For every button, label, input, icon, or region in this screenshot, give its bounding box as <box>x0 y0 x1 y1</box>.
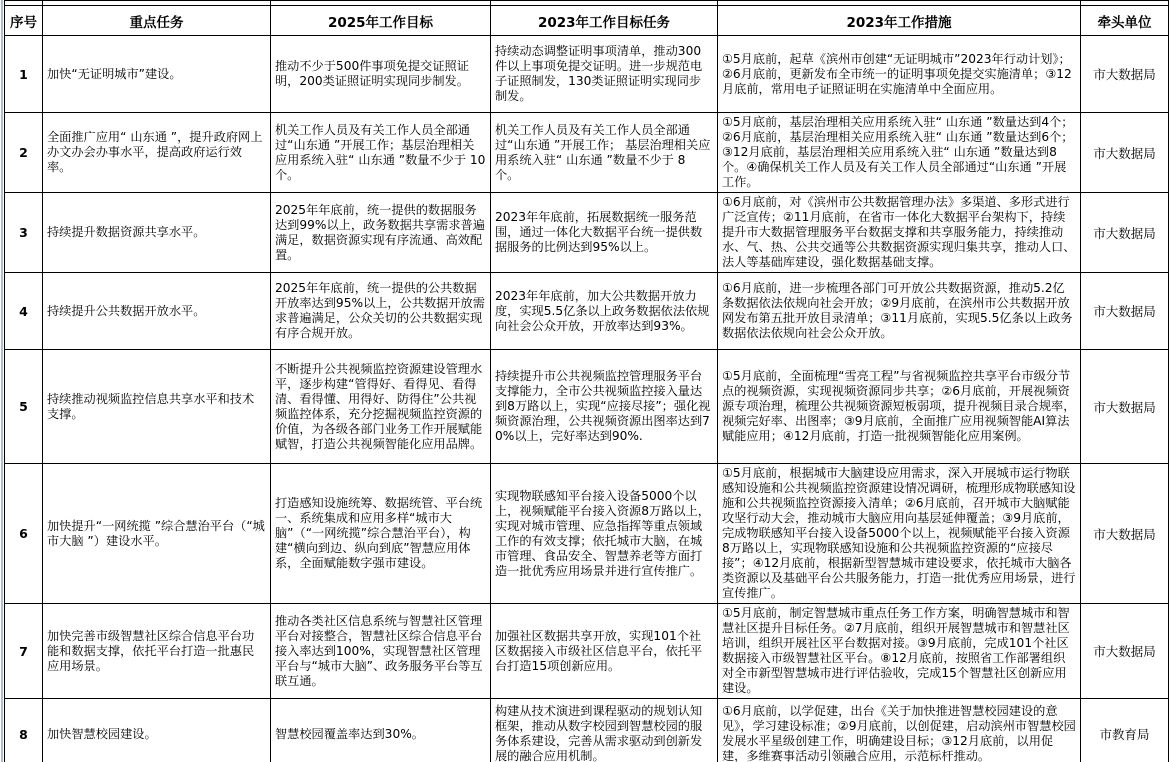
cell-target2023: 构建从技术演进到课程驱动的规划认知框架，推动从数字校园到智慧校园的服务体系建设，完善从需求驱动到创新发展的融合应用机制。 <box>491 699 718 762</box>
cell-target2023: 实现物联感知平台接入设备5000个以上，视频赋能平台接入资源8万路以上，实现对城市管理、应急指挥等重点领域工作的有效支撑；依托城市大脑，在城市管理、食品安全、智慧养老等方面打造一批优秀应用场景并进行宣传推广。 <box>491 464 718 604</box>
cell-no: 5 <box>5 350 43 464</box>
cell-measures2023: ①5月底前，起草《滨州市创建“无证明城市”2023年行动计划》；②6月底前，更新发布全市统一的证明事项免提交实施清单；③12月底前，常用电子证照证明在实施清单中全面应用。 <box>718 36 1081 113</box>
cell-task: 加快提升“一网统揽 ”综合慧治平台（“城市大脑 ”）建设水平。 <box>43 464 271 604</box>
cell-lead: 市大数据局 <box>1081 113 1169 193</box>
cell-target2023: 加强社区数据共享开放，实现101个社区数据接入市级社区信息平台，依托平台打造15项创新应用。 <box>491 604 718 699</box>
cell-task: 持续推动视频监控信息共享水平和技术支撑。 <box>43 350 271 464</box>
cell-goal2025: 打造感知设施统筹、数据统管、平台统一、系统集成和应用多样“城市大脑”（“一网统揽”综合慧治平台），构建“横向到边、纵向到底”智慧应用体系，全面赋能数字强市建设。 <box>271 464 491 604</box>
cell-no: 1 <box>5 36 43 113</box>
cell-task: 加快“无证明城市”建设。 <box>43 36 271 113</box>
header-cell-lead: 牵头单位 <box>1081 6 1169 36</box>
cell-goal2025: 不断提升公共视频监控资源建设管理水平，逐步构建“管得好、看得见、看得清、看得懂、用得好、防得住”公共视频监控体系，充分挖掘视频监控资源的价值，为各级各部门业务工作开展赋能赋智，打造公共视频智能化应用品牌。 <box>271 350 491 464</box>
header-cell-no: 序号 <box>5 6 43 36</box>
cell-lead: 市大数据局 <box>1081 36 1169 113</box>
table-row <box>5 604 1169 699</box>
cell-measures2023: ①6月底前，进一步梳理各部门可开放公共数据资源，推动5.2亿条数据依法依规向社会开放；②9月底前，在滨州市公共数据开放网发布第五批开放目录清单；③11月底前，实现5.5亿条以上政务数据依法依规向社会公众开放。 <box>718 273 1081 350</box>
table-row <box>5 699 1169 762</box>
cell-goal2025: 智慧校园覆盖率达到30%。 <box>271 699 491 762</box>
cell-measures2023: ①5月底前，全面梳理“雪亮工程”与省视频监控共享平台市级分节点的视频资源，实现视频资源同步共享；②6月底前，开展视频资源专项治理，梳理公共视频资源短板弱项，提升视频目录合规率，视频完好率、出图率；③9月底前，全面推广应用视频智能AI算法赋能应用；④12月底前，打造一批视频智能化应用案例。 <box>718 350 1081 464</box>
page-left-edge <box>1 0 3 762</box>
table-header-row <box>5 6 1169 36</box>
cell-goal2025: 推动各类社区信息系统与智慧社区管理平台对接整合，智慧社区综合信息平台接入率达到100%，实现智慧社区管理平台与“城市大脑”、政务服务平台等互联互通。 <box>271 604 491 699</box>
header-cell-measures2023: 2023年工作措施 <box>718 6 1081 36</box>
cell-goal2025: 推动不少于500件事项免提交证照证明，200类证照证明实现同步制发。 <box>271 36 491 113</box>
table-row <box>5 193 1169 273</box>
cell-goal2025: 机关工作人员及有关工作人员全部通过“山东通 ”开展工作；基层治理相关应用系统入驻“ 山东通 ”数量不少于 10 个。 <box>271 113 491 193</box>
cell-target2023: 持续提升市公共视频监控管理服务平台支撑能力，全市公共视频监控接入量达到8万路以上，实现“应接尽接”；强化视频资源治理，公共视频资源出图率达到70%以上，完好率达到90%. <box>491 350 718 464</box>
header-cell-goal2025: 2025年工作目标 <box>271 6 491 36</box>
cell-no: 4 <box>5 273 43 350</box>
table-row <box>5 113 1169 193</box>
table-row <box>5 350 1169 464</box>
cell-measures2023: ①5月底前，基层治理相关应用系统入驻“ 山东通 ”数量达到4个；②6月底前，基层治理相关应用系统入驻“ 山东通 ”数量达到6个；③12月底前，基层治理相关应用系统入驻“ 山东通 ”数量达到8个。④确保机关工作人员及有关工作人员全部通过“山东通 ”开展工作。 <box>718 113 1081 193</box>
cell-lead: 市教育局 <box>1081 699 1169 762</box>
cell-goal2025: 2025年年底前，统一提供的数据服务达到99%以上，政务数据共享需求普遍满足，数据资源实现有序流通、高效配置。 <box>271 193 491 273</box>
cell-goal2025: 2025年年底前，统一提供的公共数据开放率达到95%以上，公共数据开放需求普遍满足，公众关切的公共数据实现有序合规开放。 <box>271 273 491 350</box>
work-plan-table <box>4 0 1169 762</box>
cell-task: 持续提升公共数据开放水平。 <box>43 273 271 350</box>
table-row <box>5 464 1169 604</box>
cell-target2023: 持续动态调整证明事项清单，推动300件以上事项免提交证明。进一步规范电子证照制发，130类证照证明实现同步制发。 <box>491 36 718 113</box>
cell-no: 8 <box>5 699 43 762</box>
cell-no: 6 <box>5 464 43 604</box>
cell-lead: 市大数据局 <box>1081 193 1169 273</box>
table-row <box>5 36 1169 113</box>
header-cell-task: 重点任务 <box>43 6 271 36</box>
header-cell-target2023: 2023年工作目标任务 <box>491 6 718 36</box>
cell-task: 加快完善市级智慧社区综合信息平台功能和数据支撑，依托平台打造一批惠民应用场景。 <box>43 604 271 699</box>
cell-measures2023: ①5月底前，根据城市大脑建设应用需求，深入开展城市运行物联感知设施和公共视频监控资源建设情况调研，梳理形成物联感知设施和公共视频监控资源接入清单；②6月底前，召开城市大脑赋能攻坚行动大会，推动城市大脑应用向基层延伸覆盖；③9月底前，完成物联感知平台接入设备5000个以上，视频赋能平台接入资源8万路以上，实现物联感知设施和公共视频监控资源的“应接尽接”；④12月底前，根据新型智慧城市建设要求，依托城市大脑各类资源以及基础平台公共服务能力，打造一批优秀应用场景，进行宣传推广。 <box>718 464 1081 604</box>
cell-lead: 市大数据局 <box>1081 350 1169 464</box>
cell-measures2023: ①5月底前，制定智慧城市重点任务工作方案，明确智慧城市和智慧社区提升目标任务。②7月底前，组织开展智慧城市和智慧社区培训，组织开展社区平台数据对接。③9月底前，完成101个社区数据接入市级智慧社区平台。⑧12月底前，按照省工作部署组织对全市新型智慧城市进行评估验收，完成15个智慧社区创新应用建设。 <box>718 604 1081 699</box>
cell-no: 2 <box>5 113 43 193</box>
table-row <box>5 273 1169 350</box>
cell-target2023: 机关工作人员及有关工作人员全部通过“山东通 ”开展工作； 基层治理相关应用系统入驻“ 山东通 ”数量不少于 8 个。 <box>491 113 718 193</box>
cell-measures2023: ①6月底前，以学促建，出台《关于加快推进智慧校园建设的意见》，学习建设标准；②9月底前，以创促建，启动滨州市智慧校园发展水平星级创建工作，明确建设目标；③12月底前，以用促建，多维赛事活动引领融合应用，示范标杆推动。 <box>718 699 1081 762</box>
cell-target2023: 2023年年底前，加大公共数据开放力度，实现5.5亿条以上政务数据依法依规向社会公众开放，开放率达到93%。 <box>491 273 718 350</box>
cell-task: 全面推广应用“ 山东通 ”，提升政府网上办文办会办事水平，提高政府运行效率。 <box>43 113 271 193</box>
cell-lead: 市大数据局 <box>1081 604 1169 699</box>
cell-task: 持续提升数据资源共享水平。 <box>43 193 271 273</box>
cell-task: 加快智慧校园建设。 <box>43 699 271 762</box>
cell-target2023: 2023年年底前，拓展数据统一服务范围，通过一体化大数据平台统一提供数据服务的比例达到95%以上。 <box>491 193 718 273</box>
cell-no: 3 <box>5 193 43 273</box>
cell-lead: 市大数据局 <box>1081 273 1169 350</box>
cell-measures2023: ①6月底前，对《滨州市公共数据管理办法》多渠道、多形式进行广泛宣传；②11月底前，在省市一体化大数据平台架构下，持续提升市大数据管理服务平台数据支撑和共享服务能力，持续推动水、气、热、公共交通等公共数据资源实现归集共享，推动人口、法人等基础库建设，强化数据基础支撑。 <box>718 193 1081 273</box>
cell-no: 7 <box>5 604 43 699</box>
cell-lead: 市大数据局 <box>1081 464 1169 604</box>
